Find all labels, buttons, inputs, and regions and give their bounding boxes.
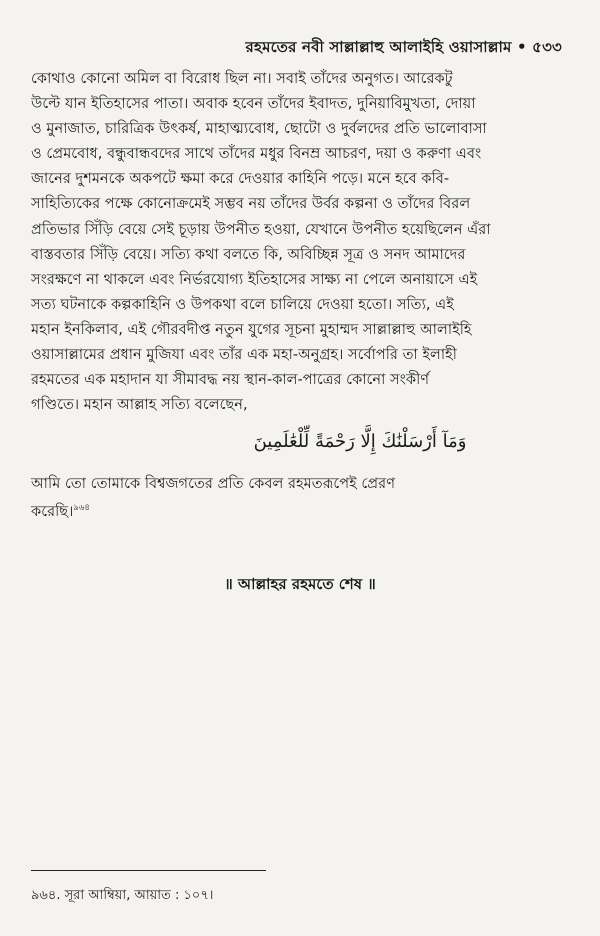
- translation-line-text: করেছি।: [31, 502, 74, 520]
- body-line: ও প্রেমবোধ, বন্ধুবান্ধবদের সাথে তাঁদের মধুর বিনম্র আচরণ, দয়া ও করুণা এবং: [31, 145, 482, 163]
- body-line: কোথাও কোনো অমিল বা বিরোধ ছিল না। সবাই তাঁদের অনুগত। আরেকটু: [31, 70, 453, 87]
- body-paragraph: [31, 66, 566, 417]
- body-line: মহান ইনকিলাব, এই গৌরবদীপ্ত নতুন যুগের সূচনা মুহাম্মদ সাল্লাল্লাহু আলাইহি: [31, 320, 472, 338]
- footnote-divider: [31, 870, 266, 871]
- running-header: রহমতের নবী সাল্লাল্লাহু আলাইহি ওয়াসাল্লাম • ৫৩৩: [245, 38, 562, 56]
- body-line: উল্টে যান ইতিহাসের পাতা। অবাক হবেন তাঁদের ইবাদত, দুনিয়াবিমুখতা, দোয়া: [31, 95, 476, 113]
- body-line: ও মুনাজাত, চারিত্রিক উৎকর্ষ, মাহাত্ম্যবোধ, ছোটো ও দুর্বলদের প্রতি ভালোবাসা: [31, 120, 487, 138]
- footnote: ৯৬৪. সূরা আম্বিয়া, আয়াত : ১০৭।: [31, 888, 214, 903]
- end-marker: ॥ আল্লাহর রহমতে শেষ ॥: [224, 575, 376, 593]
- verse-translation: [31, 472, 561, 524]
- footnote-reference[interactable]: ৯৬৪: [73, 503, 90, 513]
- body-line: ওয়াসাল্লামের প্রধান মুজিযা এবং তাঁর এক মহা-অনুগ্রহ। সর্বোপরি তা ইলাহী: [31, 346, 457, 364]
- translation-line: আমি তো তোমাকে বিশ্বজগতের প্রতি কেবল রহমতরূপেই প্রেরণ: [31, 475, 396, 492]
- body-line: বাস্তবতার সিঁড়ি বেয়ে। সত্যি কথা বলতে কি, অবিচ্ছিন্ন সূত্র ও সনদ আমাদের: [31, 245, 466, 263]
- body-line: সত্য ঘটনাকে কল্পকাহিনি ও উপকথা বলে চালিয়ে দেওয়া হতো। সত্যি, এই: [31, 295, 454, 313]
- body-line: সংরক্ষণে না থাকলে এবং নির্ভরযোগ্য ইতিহাসের সাক্ষ্য না পেলে অনায়াসে এই: [31, 270, 478, 288]
- translation-line: [31, 496, 561, 524]
- arabic-verse: وَمَآ أَرْسَلْنَٰكَ إِلَّا رَحْمَةً لِّلْعَٰلَمِينَ: [253, 431, 467, 452]
- body-line: সাহিত্যিকের পক্ষে কোনোক্রমেই সম্ভব নয় তাঁদের উর্বর কল্পনা ও তাঁদের বিরল: [31, 195, 471, 213]
- body-line: প্রতিভার সিঁড়ি বেয়ে সেই চূড়ায় উপনীত হওয়া, যেখানে উপনীত হয়েছিলেন এঁরা: [31, 220, 491, 238]
- body-line: রহমতের এক মহাদান যা সীমাবদ্ধ নয় স্থান-কাল-পাত্রের কোনো সংকীর্ণ: [31, 371, 430, 389]
- body-line: জানের দুশমনকে অকপটে ক্ষমা করে দেওয়ার কাহিনি পড়ে। মনে হবে কবি-: [31, 170, 450, 188]
- body-line: গণ্ডিতে। মহান আল্লাহ সত্যি বলেছেন,: [31, 396, 248, 414]
